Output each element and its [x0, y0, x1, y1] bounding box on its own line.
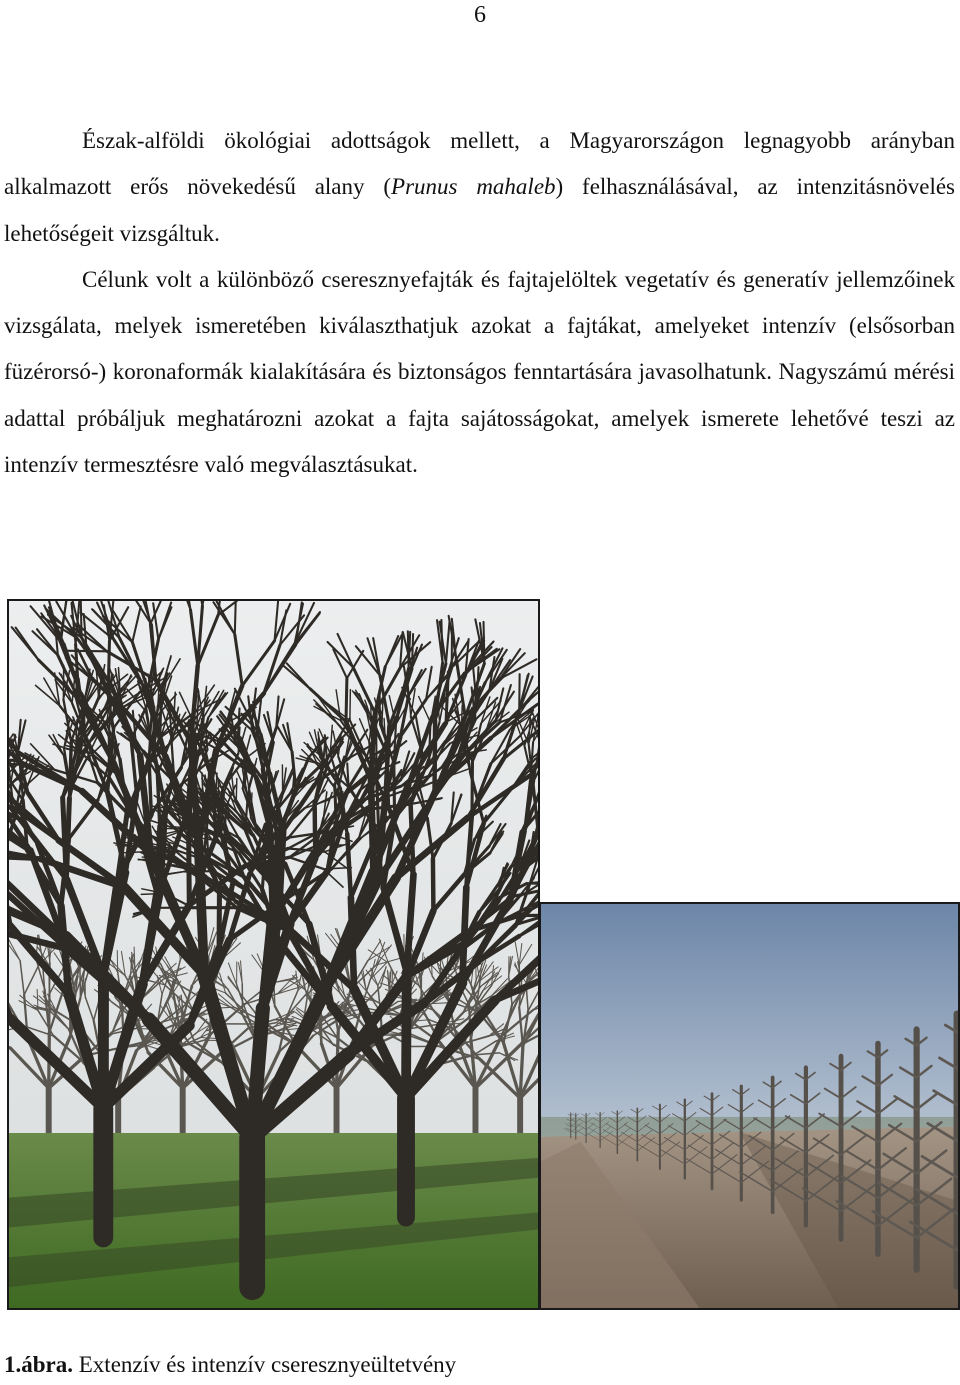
tree-branch	[346, 678, 347, 721]
tree-branch	[81, 601, 82, 638]
tree-branch	[484, 622, 485, 664]
page-number: 6	[474, 2, 486, 28]
tree-branch	[108, 641, 109, 693]
tree-branch	[235, 601, 236, 634]
tree-branch	[84, 713, 85, 743]
tree-branch	[394, 763, 395, 818]
tree-branch	[141, 893, 165, 894]
photo-extensive-orchard	[7, 599, 540, 1310]
figure-caption-label: 1.ábra.	[4, 1352, 73, 1377]
tree-branch	[462, 887, 466, 983]
intensive-orchard-illustration	[541, 904, 958, 1308]
tree-branch	[441, 620, 442, 663]
tree-branch	[387, 753, 389, 808]
tree-branch	[373, 777, 374, 824]
photo-intensive-orchard	[539, 902, 960, 1310]
extensive-orchard-illustration	[9, 601, 538, 1308]
figure-caption	[4, 1350, 456, 1380]
tree-branch	[406, 972, 407, 1098]
tree-branch	[212, 767, 213, 795]
paragraph-1	[4, 118, 955, 257]
tree-branch	[429, 723, 430, 759]
tree-branch	[408, 631, 409, 668]
tree-branch	[351, 898, 354, 989]
figure-caption-text: Extenzív és intenzív cseresznyeültetvény	[73, 1352, 457, 1377]
body-text	[4, 118, 955, 488]
tree-branch	[157, 775, 159, 826]
paragraph-1-italic-species: Prunus mahaleb	[391, 174, 556, 200]
paragraph-1-text-after: ) felhasználásával, az intenzitásnövelés lehetőségeit vizsgáltuk.	[4, 174, 955, 246]
paragraph-2: Célunk volt a különböző cseresznyefajták és fajtajelöltek vegetatív és generatív jellemzőinek vizsgálata, melyek ismeretében kiválaszthatjuk azokat a fajtákat, amelyeket intenzív (elsősorban füzérorsó-) koronaformák kialakítására és biztonságos fenntartására javasolhatunk. Nagyszámú mérési adattal próbáljuk meghatározni azokat a fajta sajátosságokat, amelyek ismerete lehetővé teszi az intenzív termesztésre való megválasztásukat.	[4, 266, 955, 478]
tree-branch	[382, 698, 383, 725]
paragraph-1-text-before: Észak-alföldi ökológiai adottságok mellett, a Magyarországon legnagyobb arányban alkalmazott erős növekedésű alany (	[4, 128, 955, 200]
tree-branch	[236, 778, 237, 803]
